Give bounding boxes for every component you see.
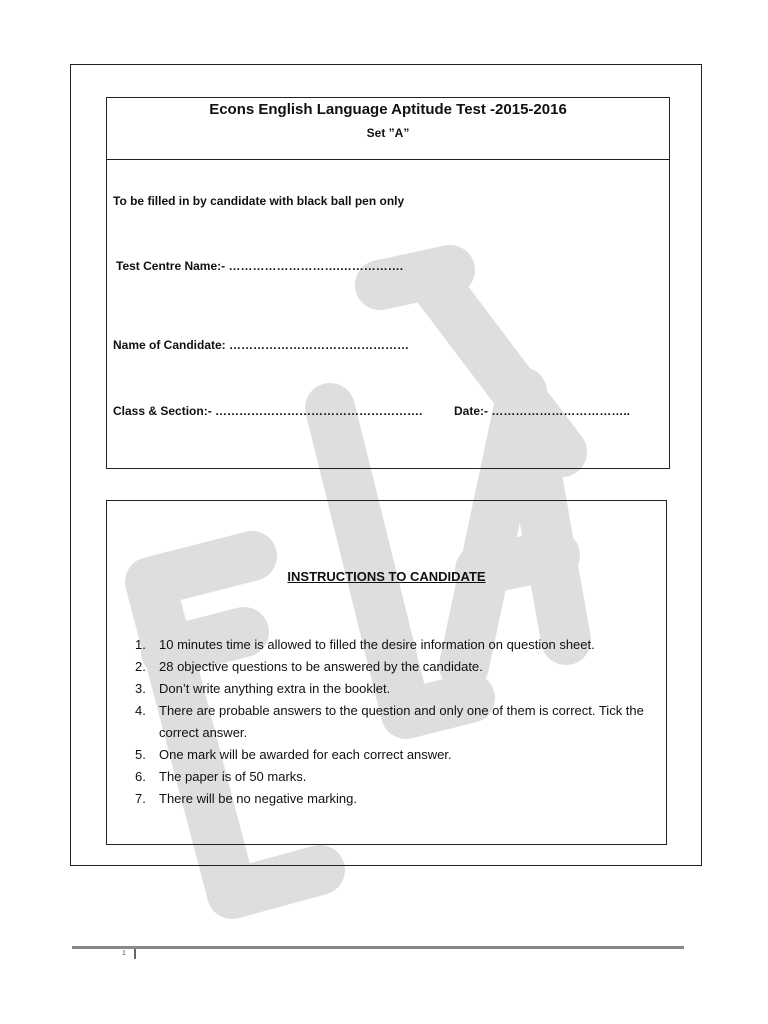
list-item-text: 28 objective questions to be answered by the candidate. [159,659,483,674]
list-item-text: There are probable answers to the question and only one of them is correct. Tick the correct answer. [159,703,644,740]
date-field: Date:- …………………………….. [454,404,631,418]
list-item-text: One mark will be awarded for each correct answer. [159,747,452,762]
candidate-info-box [106,97,670,469]
list-item [129,678,659,700]
list-item-number: 5. [135,747,146,762]
class-section-field: Class & Section:- ……………………………………………. [113,404,423,418]
list-item-text: 10 minutes time is allowed to filled the desire information on question sheet. [159,637,595,652]
list-item-text: There will be no negative marking. [159,791,357,806]
list-item-number: 4. [135,703,146,718]
list-item-number: 1. [135,637,146,652]
page-number: 1 [122,950,126,957]
fill-instruction: To be filled in by candidate with black ball pen only [113,194,405,208]
instructions-title: INSTRUCTIONS TO CANDIDATE [287,569,486,584]
test-header [107,98,669,160]
list-item-number: 6. [135,769,146,784]
instructions-list [129,634,659,810]
list-item-number: 2. [135,659,146,674]
test-centre-field: Test Centre Name:- ……………………….……………. [116,259,404,273]
instructions-box [106,500,667,845]
list-item [129,744,659,766]
candidate-name-field: Name of Candidate: ……………………………………… [113,338,410,352]
footer-tick [134,949,136,959]
list-item [129,766,659,788]
footer-divider [72,946,684,949]
list-item-number: 7. [135,791,146,806]
list-item-text: The paper is of 50 marks. [159,769,307,784]
test-set: Set ”A” [366,126,410,140]
list-item-text: Don’t write anything extra in the booklet. [159,681,391,696]
list-item [129,656,659,678]
list-item [129,700,659,744]
list-item [129,788,659,810]
list-item [129,634,659,656]
test-title: Econs English Language Aptitude Test -2015-2016 [209,101,567,118]
list-item-number: 3. [135,681,146,696]
